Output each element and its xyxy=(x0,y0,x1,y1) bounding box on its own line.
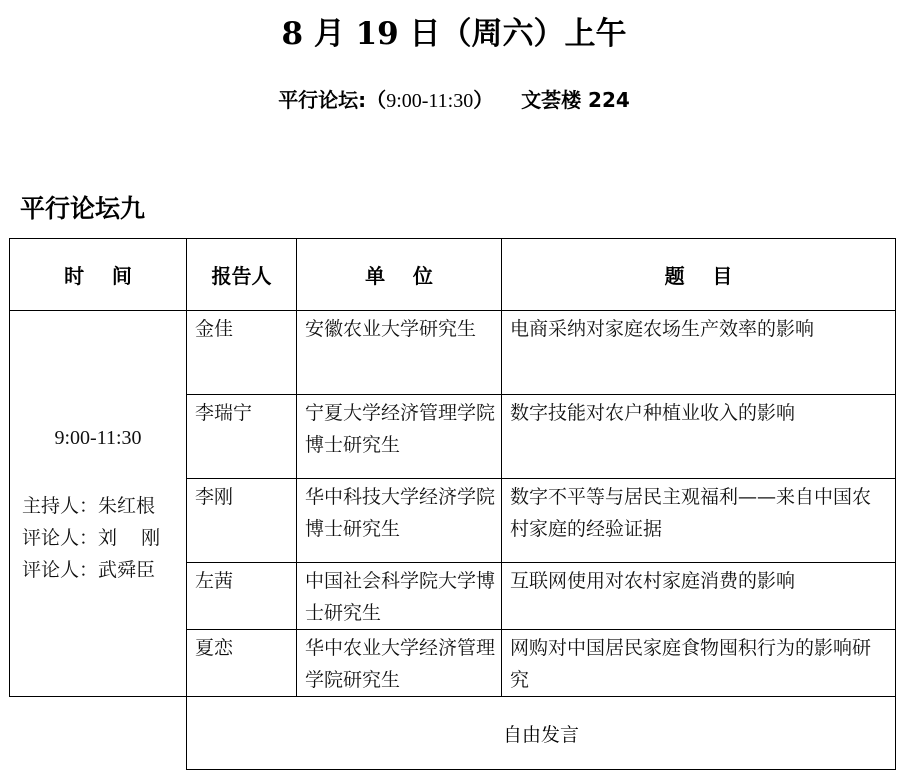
date-heading: 8 月 19 日（周六）上午 xyxy=(281,16,627,52)
commentator-line: 评论人：武舜臣 xyxy=(22,558,156,581)
header-time: 时 间 xyxy=(10,239,187,311)
schedule-table xyxy=(9,238,896,770)
forum-time: 9:00-11:30 xyxy=(386,90,474,112)
speaker-cell: 李刚 xyxy=(187,479,297,563)
time-and-roles-cell xyxy=(10,311,187,697)
table-row xyxy=(10,311,896,395)
header-unit: 单 位 xyxy=(297,239,502,311)
header-topic: 题 目 xyxy=(502,239,896,311)
commentator-line: 评论人：刘 刚 xyxy=(22,526,161,549)
speaker-cell: 金佳 xyxy=(187,311,297,395)
unit-cell: 宁夏大学经济管理学院博士研究生 xyxy=(297,395,502,479)
speaker-cell: 李瑞宁 xyxy=(187,395,297,479)
session-time: 9:00-11:30 xyxy=(54,426,142,449)
forum-close: ） xyxy=(473,88,494,112)
topic-cell: 数字技能对农户种植业收入的影响 xyxy=(502,395,896,479)
free-discussion-row xyxy=(10,697,896,770)
unit-cell: 华中农业大学经济管理学院研究生 xyxy=(297,630,502,697)
free-discussion-cell: 自由发言 xyxy=(187,697,896,770)
speaker-cell: 夏恋 xyxy=(187,630,297,697)
empty-time-cell xyxy=(10,697,187,770)
header-speaker: 报告人 xyxy=(187,239,297,311)
unit-cell: 安徽农业大学研究生 xyxy=(297,311,502,395)
table-header-row xyxy=(10,239,896,311)
topic-cell: 互联网使用对农村家庭消费的影响 xyxy=(502,563,896,630)
topic-cell: 数字不平等与居民主观福利——来自中国农村家庭的经验证据 xyxy=(502,479,896,563)
forum-info xyxy=(0,84,908,113)
unit-cell: 中国社会科学院大学博士研究生 xyxy=(297,563,502,630)
venue: 文荟楼 224 xyxy=(521,88,630,112)
unit-cell: 华中科技大学经济学院博士研究生 xyxy=(297,479,502,563)
forum-label: 平行论坛:（ xyxy=(278,88,387,112)
topic-cell: 电商采纳对家庭农场生产效率的影响 xyxy=(502,311,896,395)
speaker-cell: 左茜 xyxy=(187,563,297,630)
topic-cell: 网购对中国居民家庭食物囤积行为的影响研究 xyxy=(502,630,896,697)
section-title: 平行论坛九 xyxy=(20,194,146,223)
host-line: 主持人：朱红根 xyxy=(22,494,156,517)
